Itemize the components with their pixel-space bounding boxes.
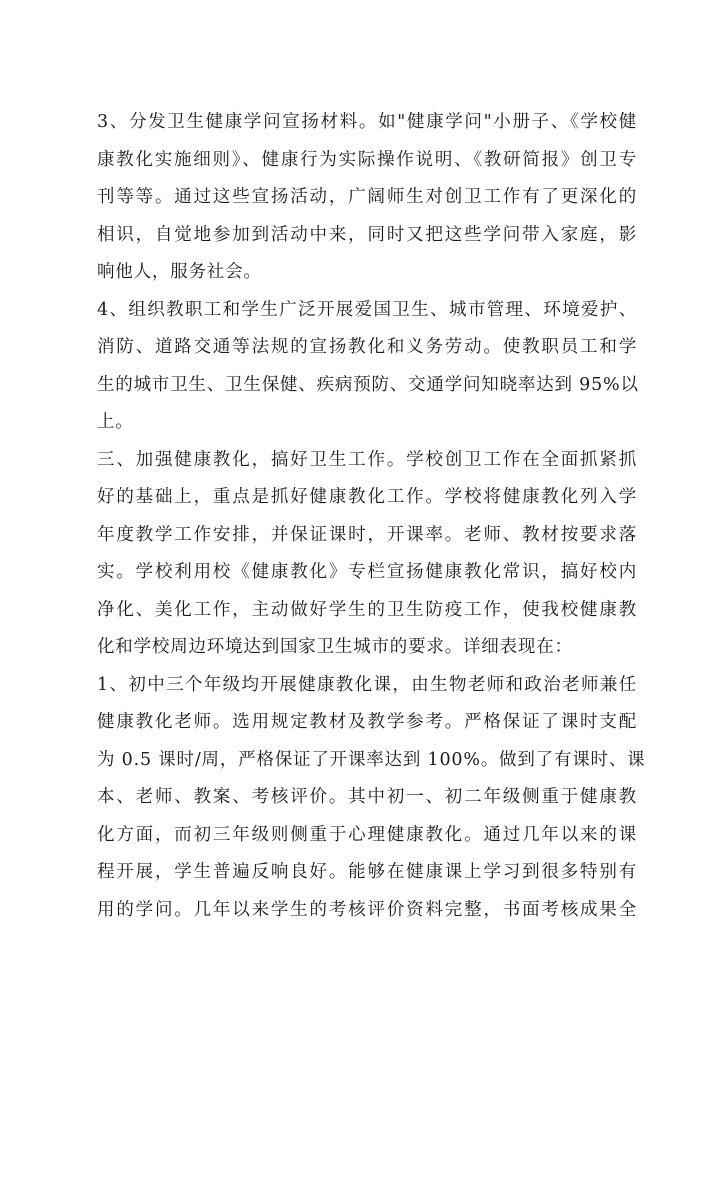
text-line: 三、加强健康教化，搞好卫生工作。学校创卫工作在全面抓紧抓 [97,449,637,470]
text-line: 生的城市卫生、卫生保健、疾病预防、交通学问知晓率达到 95%以 [97,374,639,395]
text-line: 实。学校利用校《健康教化》专栏宣扬健康教化常识，搞好校内 [97,562,637,582]
text-line: 消防、道路交通等法规的宣扬教化和义务劳动。使教职员工和学 [97,337,637,357]
text-line: 上。 [97,412,134,432]
text-line: 年度教学工作安排，并保证课时，开课率。老师、教材按要求落 [97,524,637,545]
text-line: 程开展，学生普遍反响良好。能够在健康课上学习到很多特别有 [97,862,637,882]
text-line: 化方面，而初三年级则侧重于心理健康教化。通过几年以来的课 [97,824,637,845]
paragraph-item-4 [97,292,637,442]
document-body [97,104,646,929]
text-line: 相识，自觉地参加到活动中来，同时又把这些学问带入家庭，影 [97,224,637,245]
text-line: 3、分发卫生健康学问宣扬材料。如"健康学问"小册子、《学校健 [97,112,637,132]
text-line: 化和学校周边环境达到国家卫生城市的要求。详细表现在： [97,637,573,657]
text-line: 响他人，服务社会。 [97,262,262,282]
text-line: 康教化实施细则》、健康行为实际操作说明、《教研简报》创卫专 [97,149,637,170]
text-line: 为 0.5 课时/周，严格保证了开课率达到 100%。做到了有课时、课 [97,749,646,770]
paragraph-item-3 [97,104,637,292]
paragraph-item-1 [97,667,646,930]
text-line: 1、初中三个年级均开展健康教化课，由生物老师和政治老师兼任 [97,674,637,695]
section-3-paragraph [97,442,637,667]
text-line: 4、组织教职工和学生广泛开展爱国卫生、城市管理、环境爱护、 [97,299,637,320]
text-line: 健康教化老师。选用规定教材及教学参考。严格保证了课时支配 [97,712,637,732]
text-line: 本、老师、教案、考核评价。其中初一、初二年级侧重于健康教 [97,787,637,807]
text-line: 刊等等。通过这些宣扬活动，广阔师生对创卫工作有了更深化的 [97,187,637,207]
text-line: 用的学问。几年以来学生的考核评价资料完整，书面考核成果全 [97,899,637,920]
text-line: 净化、美化工作，主动做好学生的卫生防疫工作，使我校健康教 [97,599,637,620]
text-line: 好的基础上，重点是抓好健康教化工作。学校将健康教化列入学 [97,487,637,507]
